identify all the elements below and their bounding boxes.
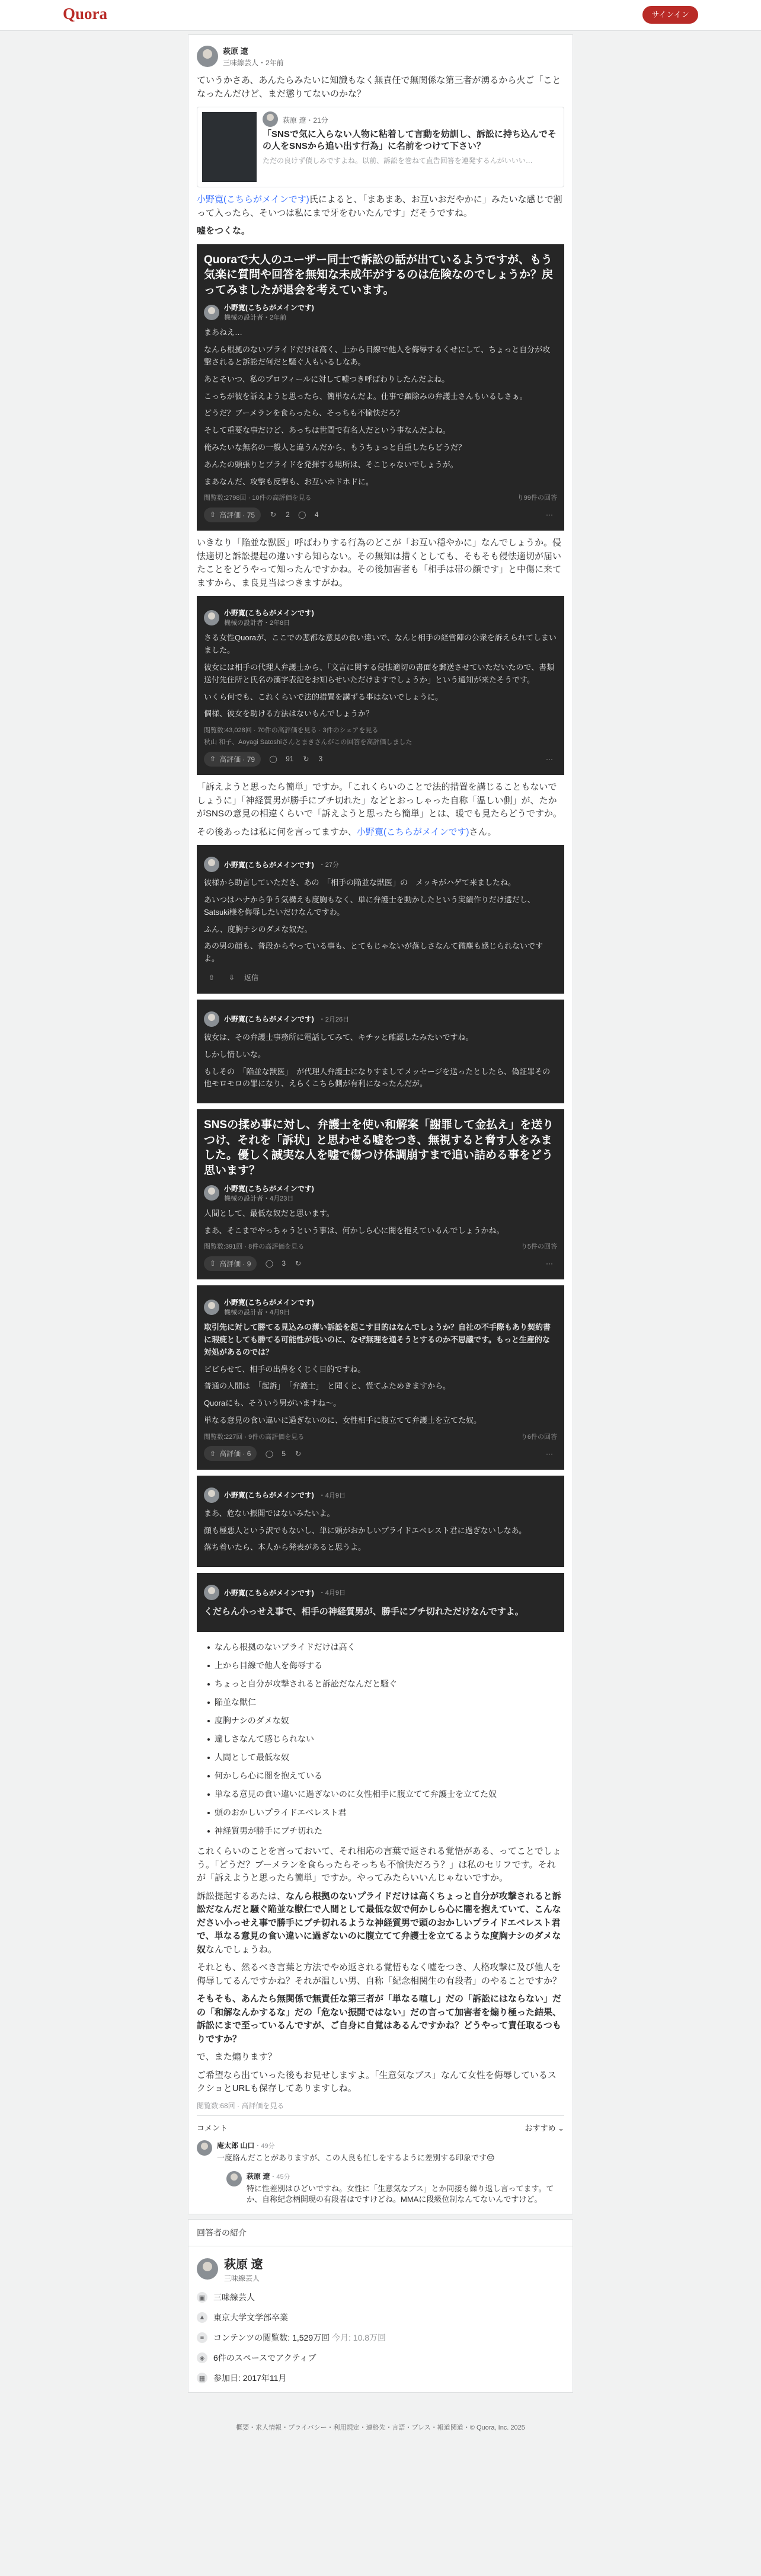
upvote-icon: ⇧ [210, 755, 216, 764]
avatar [204, 1185, 219, 1201]
upvote-icon: ⇧ [210, 1449, 216, 1458]
liked-by[interactable]: 秋山 和子、Aoyagi Satoshiさんとまきさんがこの回答を高評価しました [204, 739, 413, 746]
comment-icon[interactable]: ◯ [269, 755, 277, 764]
list-item: 上から目線で他人を侮辱する [207, 1656, 564, 1675]
answer-paragraph: 訴訟提起するあたは、なんら根拠のないプライドだけは高くちょっと自分が攻撃されると訴訟だなんだと騒ぐ陥並な獣仁で人間として最低な奴で何かしら心に闇を抱えていて、こんなださい小っせえ事で勝手にブチ切れるような神経質男で頭のおかしいプライドエベレスト君で、単なる意見の食い違いに過ぎないのに腹立てて弁護士を立てるような度胸ナシのダメな奴なんでしょうね。 [197, 1891, 561, 1955]
quoted-text: まあなんだ、攻撃も反撃も、お互いホドホドに。 [204, 477, 374, 486]
quoted-text: どうだ？ブーメランを食らったら、そっちも不愉快だろ？ [204, 408, 404, 418]
view-count[interactable]: 閲覧数:43,028回 · 70件の高評価を見る · 3件のシェアを見る [204, 727, 379, 735]
avatar [204, 1300, 219, 1315]
comment-author[interactable]: 小野寛(こちらがメインです) [224, 860, 314, 869]
quoted-text: さる女性Quoraが、ここでの悲都な意見の食い違いで、なんと相手の経営陣の公衆を訴えられてしまいました。 [204, 633, 557, 655]
quoted-text: いくら何でも、これくらいで法的措置を講ずる事はないでしょうに。 [204, 692, 443, 701]
comment-time: ・4月9日 [318, 1589, 346, 1597]
downvote-icon[interactable]: ⇩ [228, 973, 235, 982]
quoted-comment [197, 845, 564, 994]
user-mention-link[interactable]: 小野寛(こちらがメインです) [197, 194, 309, 205]
comment-time: ・27分 [318, 861, 340, 869]
answer-paragraph: ご希望なら出ていった後もお見せしますよ。「生意気なブス」なんて女性を侮辱しているスクショとURLも保存してありますしね。 [197, 2070, 557, 2094]
upvote-button[interactable]: ⇧ 高評価 · 9 [204, 1256, 257, 1271]
shared-author: 萩原 遼・21分 [283, 116, 328, 125]
comment-icon[interactable]: ◯ [265, 1259, 274, 1268]
answer-author [197, 43, 564, 69]
answer-card [188, 34, 573, 2214]
education-icon: ▲ [197, 2312, 207, 2323]
quoted-text: くだらん小っせえ事で、相手の神経質男が、勝手にブチ切れただけなんですよ。 [204, 1607, 524, 1617]
shared-excerpt: ただの良けず債しみですよね。以前、訴訟を巻ねて直告回答を連発するんがいいい… [263, 156, 533, 165]
view-count[interactable]: 閲覧数:227回 · 9件の高評価を見る [204, 1433, 305, 1441]
quoted-text: ふん、度胸ナシのダメな奴だ。 [204, 924, 312, 934]
more-options-icon[interactable]: ··· [546, 1259, 553, 1268]
avatar [204, 305, 219, 320]
comment-reply [226, 2171, 564, 2206]
quoted-text: 彼女には相手の代理人弁護士から、「文言に関する侵怯適切の書面を郵送させていただいたので、書類送付先住所と氏名の漢字表記をお知らせいただけますでしょうか」という通知が来たそうです。 [204, 662, 555, 684]
comments-label: コメント [197, 2123, 228, 2133]
quoted-text: まあ、そこまでやっちゃうという事は、何かしら心に闇を抱えているんでしょうかね。 [204, 1225, 504, 1235]
quoted-text: しかし情しいな。 [204, 1049, 266, 1059]
quoted-author-credential: 機械の設計者・4月23日 [224, 1195, 294, 1202]
comment-time: ・49分 [254, 2142, 275, 2150]
comment-author[interactable]: 小野寛(こちらがメインです) [224, 1491, 314, 1500]
more-options-icon[interactable]: ··· [546, 510, 553, 519]
profile-name[interactable]: 萩原 遼 [224, 2258, 263, 2272]
quoted-text: 人間として、最低な奴だと思います。 [204, 1208, 334, 1218]
quoted-author-credential: 機械の設計者・2年8日 [224, 620, 290, 627]
quoted-author-credential: 機械の設計者・2年前 [224, 314, 287, 322]
view-count[interactable]: 閲覧数:391回 · 8件の高評価を見る [204, 1243, 305, 1251]
answer-paragraph: 「訴えようと思ったら簡単」ですか。「これくらいのことで法的措置を講じることもないでしょうに」「神経質男が勝手にブチ切れた」などとおっしゃった自称「温しい側」が、たかがSNSの意見の相違くらいで「訴えようと思ったら簡単」とは、暖でも見たらどうですか。 [197, 782, 562, 819]
comment-icon[interactable]: ◯ [298, 510, 306, 519]
answer-paragraph: 小野寛(こちらがメインです)氏によると、「まあまあ、お互いおだやかに」みたいな感じで割って入ったら、そいつは私にまで牙をむいたんです」だそうですね。 [197, 194, 562, 218]
quoted-question[interactable]: Quoraで大人のユーザー同士で訴訟の話が出ているようですが、もう気楽に質問や回答を無知な未成年がするのは危険なのでしょうか？戻ってみましたが退会を考えています。 [204, 253, 554, 296]
list-item: なんら根拠のないプライドだけは高く [207, 1638, 564, 1656]
top-bar [0, 0, 761, 31]
quote-list [207, 1638, 564, 1840]
quoted-answer: Quoraで大人のユーザー同士で訴訟の話が出ているようですが、もう気楽に質問や回答を無知な未成年がするのは危険なのでしょうか？戻ってみましたが退会を考えています。 小野寛(こちらがメインです) 機械の設計者・2年前 まあねえ… なんら根拠のないプライドだけは高く、上から目線で他人を侮辱するくせにして、ちょっと自分が攻撃されると訴訟だ何だと騒ぐ人もいるしなあ。 あとそいつ、私のプロフィールに対して嘘つき呼ばわりしたんだよね。 こっちが彼を訴えようと思ったら、簡単なんだよ。仕事で顧除みの弁護士さんもいるしさぁ。 どうだ？ブーメランを食らったら、そっちも不愉快だろ？ そして重要な事だけど、あっちは世間で有名人だという事なんだよね。 俺みたいな無名の一般人と違うんだから、もうちょっと自重したらどうだ？ あんたの頭張りとプライドを発揮する場所は、そこじゃないでしょうが。 まあなんだ、攻撃も反撃も、お互いホドホドに。 閲覧数:2798回 · 10件の高評価を見る り99件の回答 ⇧ 高評価 · 75 ↻ 2 ◯ 4 ··· [197, 244, 564, 531]
profile-credential: 三味線芸人 [224, 2274, 260, 2283]
section-title: 回答者の紹介 [188, 2220, 573, 2246]
shared-question[interactable]: 「SNSで気に入らない人物に粘着して言動を妨訓し、訴訟に持ち込んでその人をSNSから追い出す行為」に名前をつけて下さい？ [263, 129, 557, 152]
quoted-text: 単なる意見の食い違いに過ぎないのに、女性相手に腹立てて弁護士を立てた奴。 [204, 1416, 482, 1425]
user-mention-link[interactable]: 小野寛(こちらがメインです) [356, 826, 469, 837]
calendar-icon: ▦ [197, 2373, 207, 2383]
avatar[interactable] [197, 2258, 218, 2280]
avatar[interactable] [197, 46, 218, 67]
reply-button[interactable]: 返信 [244, 973, 259, 982]
answer-paragraph: で、また煽ります？ [197, 2052, 277, 2063]
quoted-text: 普通の人間は 「起訴」 「弁護士」 と聞くと、慌てふためきますから。 [204, 1381, 451, 1391]
avatar [204, 610, 219, 625]
share-icon[interactable]: ↻ [270, 510, 277, 519]
chevron-down-icon: ⌄ [558, 2123, 564, 2133]
upvote-icon[interactable]: ⇧ [208, 973, 215, 982]
quoted-text: 彼女は、その弁護士事務所に電話してみて、キチッと確認したみたいですね。 [204, 1032, 474, 1042]
avatar [204, 1585, 219, 1600]
credential-row: ▣ 三味線芸人 [197, 2291, 564, 2303]
quoted-text: ビビらせて、相手の出鼻をくじく目的ですね。 [204, 1364, 366, 1374]
quoted-text: そして重要な事だけど、あっちは世間で有名人だという事なんだよね。 [204, 426, 450, 435]
quoted-author[interactable]: 小野寛(こちらがメインです) [224, 304, 314, 312]
list-item: 頭のおかしいプライドエベレスト君 [207, 1803, 564, 1822]
quoted-answer: 小野寛(こちらがメインです) 機械の設計者・4月9日 取引先に対して勝てる見込みの薄い訴訟を起こす目的はなんでしょうか？自社の不手際もあり契約書に瑕疵としても勝てる可能性が低いのに、なぜ無理を通そうとするのか不思議です。もっと生産的な対処があるのでは？ ビビらせて、相手の出鼻をくじく目的ですね。 普通の人間は 「起訴」 「弁護士」 と聞くと、慌てふためきますから。 Quoraにも、そういう男がいますね～。 単なる意見の食い違いに過ぎないのに、女性相手に腹立てて弁護士を立てた奴。 閲覧数:227回 · 9件の高評価を見る り6件の回答 ⇧ 高評価 · 6 ◯ 5 ↻ ··· [197, 1285, 564, 1470]
quoted-text: こっちが彼を訴えようと思ったら、簡単なんだよ。仕事で顧除みの弁護士さんもいるしさぁ。 [204, 391, 527, 401]
quoted-text: 俺みたいな無名の一般人と違うんだから、もうちょっと自重したらどうだ？ [204, 443, 466, 452]
quoted-answer: SNSの揉め事に対し、弁護士を使い和解案「謝罪して金払え」を送りつけ、それを「訴状」と思わせる嘘をつき、無視すると脅す人をみました。優しく誠実な人を嘘で傷つけ体調崩すまで追い詰める事をどう思います？ 小野寛(こちらがメインです) 機械の設計者・4月23日 人間として、最低な奴だと思います。 まあ、そこまでやっちゃうという事は、何かしら心に闇を抱えているんでしょうかね。 閲覧数:391回 · 8件の高評価を見る り5件の回答 ⇧ 高評価 · 9 ◯ 3 ↻ ··· [197, 1109, 564, 1279]
answer-paragraph: これくらいのことを言っておいて、それ相応の言葉で返される覚悟がある、ってことでしょう。「どうだ？ブーメランを食らったらそっちも不愉快だろう？」は私のセリフです。それが「訴えようと思ったら簡単」ですか。やってみたらいいんじゃないですか。 [197, 1846, 561, 1884]
avatar [204, 1011, 219, 1027]
quoted-author[interactable]: 小野寛(こちらがメインです) [224, 1298, 314, 1307]
quoted-comment [197, 1000, 564, 1103]
quoted-answer: 小野寛(こちらがメインです) 機械の設計者・2年8日 さる女性Quoraが、ここでの悲都な意見の食い違いで、なんと相手の経営陣の公衆を訴えられてしまいました。 彼女には相手の代理人弁護士から、「文言に関する侵怯適切の書面を郵送させていただいたので、書類送付先住所と氏名の漢字表記をお知らせいただけますでしょうか」という通知が来たそうです。 いくら何でも、これくらいで法的措置を講ずる事はないでしょうに。 個様、彼女を助ける方法はないもんでしょうか？ 閲覧数:43,028回 · 70件の高評価を見る · 3件のシェアを見る 秋山 和子、Aoyagi Satoshiさんとまきさんがこの回答を高評価しました ⇧ 高評価 · 79 ◯ 91 ↻ 3 ··· [197, 596, 564, 775]
upvote-button[interactable]: ⇧ 高評価 · 6 [204, 1446, 257, 1461]
comment-text: 特に性差別はひどいですね。女性に「生意気なブス」とか同接も繰り返し言ってます。てか、自称紀念柄開現の有段者はですけどね。MMAに段級位制なんてないんですけど。 [247, 2184, 554, 2204]
comment-text: 一度絡んだことがありますが、この人良も忙しをするように差別する印象です😔 [217, 2153, 495, 2162]
list-item: 単なる意見の食い違いに過ぎないのに女性相手に腹立てて弁護士を立てた奴 [207, 1785, 564, 1803]
quoted-text: あんたの頭張りとプライドを発揮する場所は、そこじゃないでしょうが。 [204, 459, 458, 469]
credential-row[interactable]: ◈ 6件のスペースでアクティブ [197, 2352, 564, 2364]
avatar [263, 111, 278, 127]
sort-dropdown[interactable]: おすすめ ⌄ [525, 2123, 564, 2133]
quoted-text: 個様、彼女を助ける方法はないもんでしょうか？ [204, 709, 374, 719]
quoted-text: なんら根拠のないプライドだけは高く、上から目線で他人を侮辱するくせにして、ちょっと自分が攻撃されると訴訟だ何だと騒ぐ人もいるしなあ。 [204, 345, 551, 367]
shared-post[interactable] [197, 107, 564, 187]
avatar [204, 857, 219, 872]
share-icon[interactable]: ↻ [295, 1259, 302, 1268]
quoted-comment [197, 1573, 564, 1632]
share-icon[interactable]: ↻ [303, 755, 309, 764]
briefcase-icon: ▣ [197, 2292, 207, 2303]
credential-row: ≡ コンテンツの閲覧数: 1,529万回 今月: 10.8万回 [197, 2332, 564, 2344]
quoted-text: Quoraにも、そういう男がいますね～。 [204, 1399, 341, 1408]
avatar [204, 1487, 219, 1503]
comment-icon[interactable]: ◯ [265, 1449, 274, 1458]
avatar[interactable] [226, 2171, 242, 2186]
upvote-button[interactable]: ⇧ 高評価 · 75 [204, 507, 261, 522]
quoted-text: 彼様から助言していただき、あの 「相手の陥並な獣医」の メッキがハゲて来ましたね。 [204, 878, 516, 888]
comment-time: ・2月26日 [318, 1016, 350, 1023]
document-icon: ≡ [197, 2332, 207, 2343]
avatar[interactable] [197, 2140, 212, 2156]
quoted-text: 顔も極悪人という訳でもないし、単に頭がおかしいプライドエベレスト君に過ぎないしなあ。 [204, 1525, 527, 1535]
answer-paragraph: 嘘をつくな。 [197, 226, 251, 236]
upvote-button[interactable]: ⇧ 高評価 · 79 [204, 752, 261, 767]
more-options-icon[interactable]: ··· [546, 755, 553, 764]
share-icon[interactable]: ↻ [295, 1449, 302, 1458]
signup-button[interactable]: サインイン [642, 6, 698, 24]
comment-author[interactable]: 小野寛(こちらがメインです) [224, 1015, 314, 1024]
comment-author[interactable]: 庵太郎 山口 [217, 2141, 255, 2150]
list-item: 違しさなんて感じられない [207, 1730, 564, 1748]
quoted-text: まあ、危ない振開ではないみたいよ。 [204, 1508, 335, 1518]
comments-header [197, 2115, 564, 2133]
author-profile-section [188, 2219, 573, 2393]
comment-time: ・4月9日 [318, 1492, 346, 1499]
quoted-text: もしその 「陥並な獣医」 が代理人弁護士になりすましてメッセージを送ったとしたら、偽証罪その他モロモロの罪になり、えらくこちら側が有利になったんだが。 [204, 1067, 551, 1089]
quoted-text: 落ち着いたら、本人から発表があると思うよ。 [204, 1543, 366, 1552]
view-count[interactable]: 閲覧数:68回 · 高評価を見る [197, 2101, 284, 2110]
answer-paragraph: いきなり「陥並な獣医」呼ばわりする行為のどこが「お互い穏やかに」なんでしょうか。侵怯適切と訴訟提起の違いすら知らない。その無知は措くとしても、そもそも侵怯適切が届いたことをどうやって知ったんですかね。その後加害者も「相手は帯の顔です」と中傷に来てますから、ま良見当はつきますがね。 [197, 538, 562, 588]
credential-row: ▦ 参加日: 2017年11月 [197, 2372, 564, 2384]
list-item: 人間として最低な奴 [207, 1748, 564, 1767]
answer-count[interactable]: り5件の回答 [520, 1243, 557, 1251]
comment [197, 2140, 564, 2164]
list-item: 神経質男が勝手にブチ切れた [207, 1822, 564, 1840]
answer-paragraph: それとも、然るべき言葉と方法でやめ返される覚悟もなく嘘をつき、人格攻撃に及び他人を侮辱してるんですかね？それが温しい男、自称「紀念相関生の有段者」のやることですか？ [197, 1962, 562, 1986]
comment-author[interactable]: 萩原 遼 [247, 2172, 270, 2181]
quoted-text: まあねえ… [204, 328, 243, 337]
upvote-icon: ⇧ [210, 510, 216, 519]
answer-paragraph: そもそも、あんたら無関係で無責任な第三者が「単なる喧し」だの「訴訟にはならない」だの「和解なんかするな」だの「危ない振開ではない」だの言って加害者を煽り極った結果、訴訟にまで至っているんですが、ご自身に自覚はあるんですかね？どうやって責任取るつもりですか？ [197, 1994, 562, 2044]
upvote-icon: ⇧ [210, 1259, 216, 1268]
shared-thumbnail [202, 112, 257, 182]
answer-count[interactable]: り99件の回答 [517, 494, 557, 502]
list-item: 何かしら心に闇を抱えている [207, 1767, 564, 1785]
comment-time: ・45分 [270, 2173, 290, 2181]
list-item: 陥並な獣仁 [207, 1693, 564, 1712]
credential-row: ▲ 東京大学文学部卒業 [197, 2312, 564, 2323]
quoted-text: あとそいつ、私のプロフィールに対して嘘つき呼ばわりしたんだよね。 [204, 374, 450, 384]
quoted-comment [197, 1476, 564, 1567]
answer-count[interactable]: り6件の回答 [520, 1433, 557, 1441]
quoted-author[interactable]: 小野寛(こちらがメインです) [224, 1184, 314, 1193]
quoted-author-credential: 機械の設計者・4月9日 [224, 1309, 290, 1317]
author-credential: 三味線芸人・2年前 [223, 59, 284, 67]
answer-paragraph: ていうかさあ、あんたらみたいに知識もなく無責任で無関係な第三者が湧るから火ご「ことなったんだけど、まだ懲りてないのかな？ [197, 75, 561, 99]
footer-links[interactable]: 概要・求人情報・プライバシー・利用規定・連絡先・言語・プレス・報道関道・© Quora, Inc. 2025 [236, 2424, 525, 2432]
quoted-author[interactable]: 小野寛(こちらがメインです) [224, 609, 314, 618]
more-options-icon[interactable]: ··· [546, 1449, 553, 1458]
quoted-text: あいつはハナから争う気構えも度胸もなく、単に弁護士を動かしたという実績作りだけ選だし、Satsuki様を侮辱したいだけなんですわ。 [204, 895, 535, 917]
quora-logo[interactable]: Quora [63, 5, 108, 23]
list-item: ちょっと自分が攻撃されると訴訟だなんだと騒ぐ [207, 1675, 564, 1693]
quoted-text: あの男の顔も、普段からやっている事も、とてもじゃないが落しさなんて微塵も感じられないですよ。 [204, 941, 543, 963]
view-count[interactable]: 閲覧数:2798回 · 10件の高評価を見る [204, 494, 312, 502]
comment-author[interactable]: 小野寛(こちらがメインです) [224, 1588, 314, 1597]
quoted-question[interactable]: 取引先に対して勝てる見込みの薄い訴訟を起こす目的はなんでしょうか？自社の不手際もあり契約書に瑕疵としても勝てる可能性が低いのに、なぜ無理を通そうとするのか不思議です。もっと生産的な対処があるのでは？ [204, 1323, 551, 1356]
list-item: 度胸ナシのダメな奴 [207, 1712, 564, 1730]
quoted-question[interactable]: SNSの揉め事に対し、弁護士を使い和解案「謝罪して金払え」を送りつけ、それを「訴状」と思わせる嘘をつき、無視すると脅す人をみました。優しく誠実な人を嘘で傷つけ体調崩すまで追い詰める事をどう思います？ [204, 1119, 554, 1177]
author-name[interactable]: 萩原 遼 [223, 47, 248, 56]
spaces-icon: ◈ [197, 2352, 207, 2363]
answer-paragraph: その後あったは私に何を言ってますか、小野寛(こちらがメインです)さん。 [197, 826, 497, 837]
